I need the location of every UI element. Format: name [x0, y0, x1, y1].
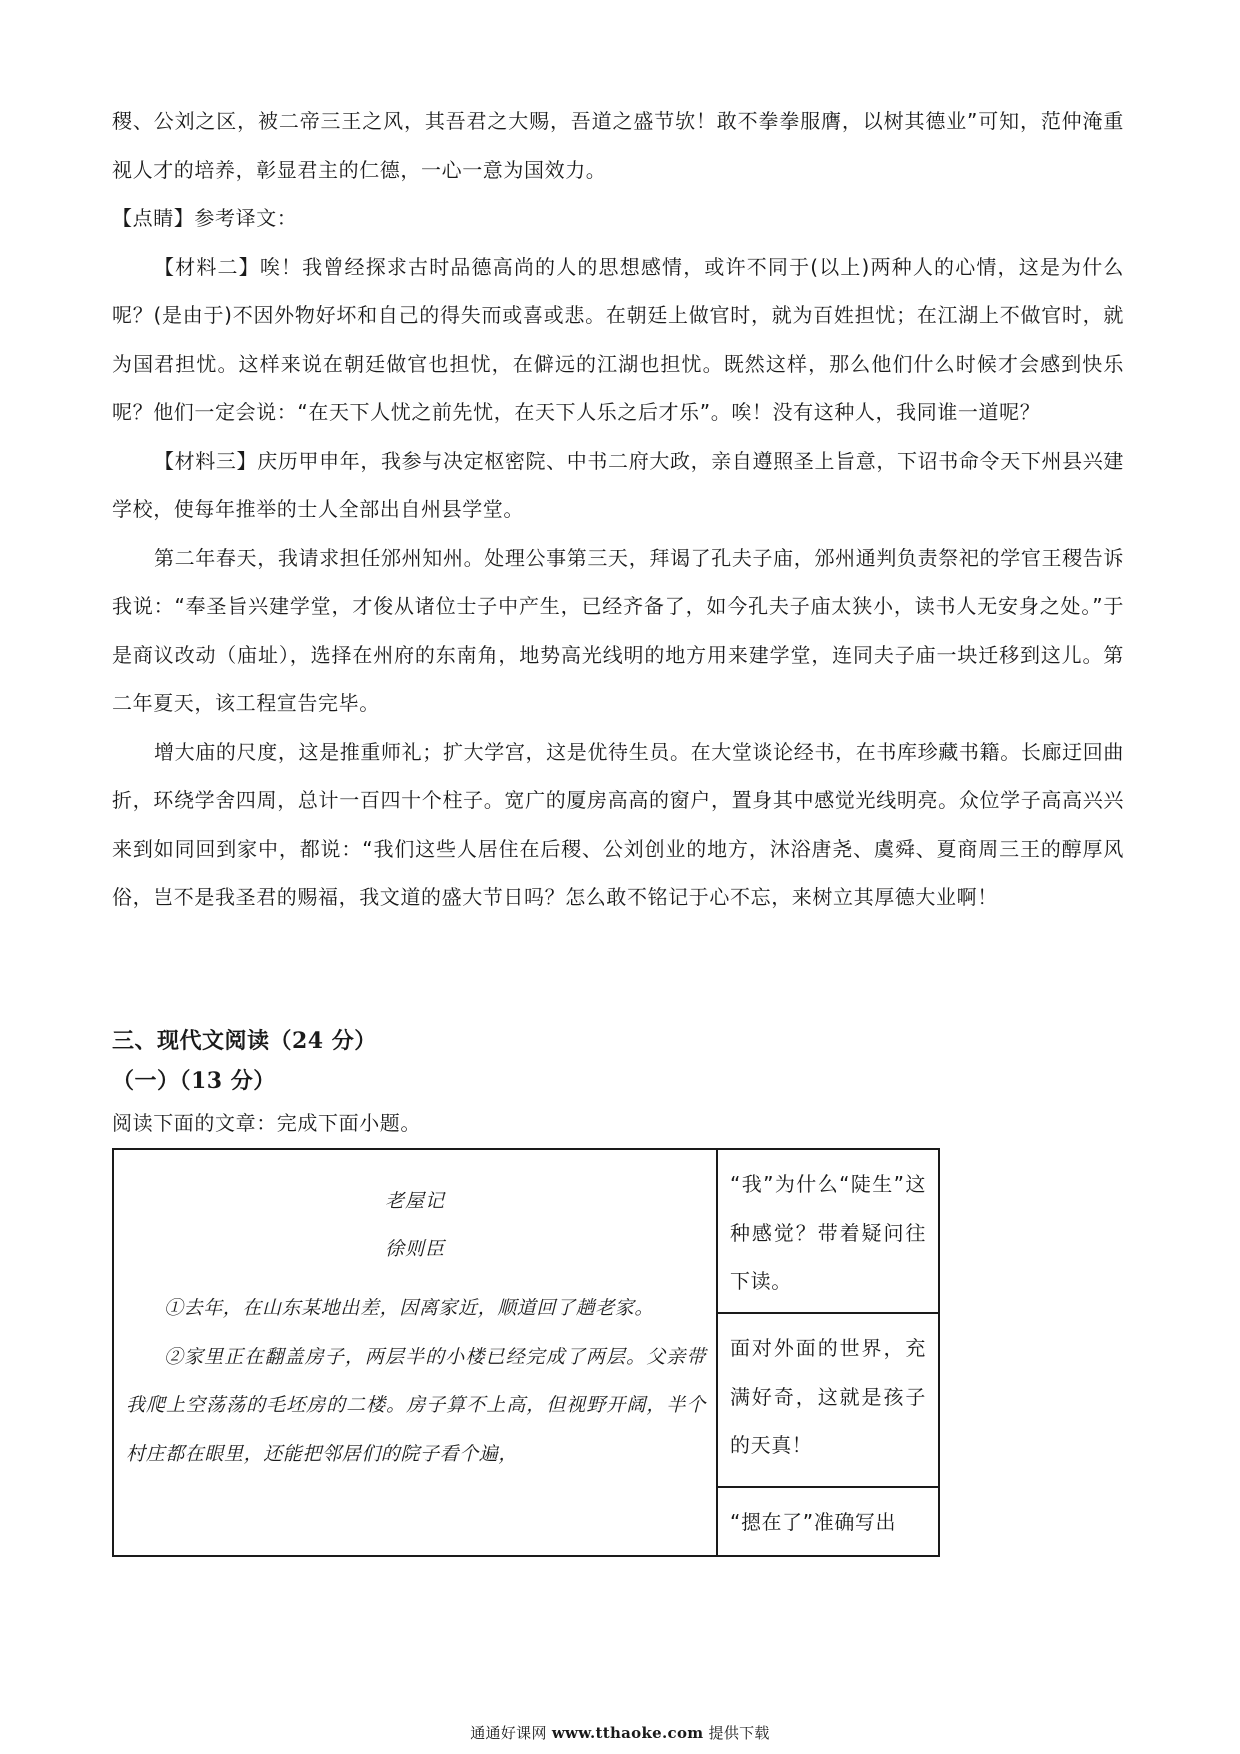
- subsection-heading: （一）（13 分）: [112, 1068, 276, 1094]
- footer-url: www.tthaoke.com: [551, 1724, 704, 1742]
- annotation-note-3: “摁在了”准确写出: [730, 1510, 897, 1534]
- material-two-paragraph: 【材料二】唉！我曾经探求古时品德高尚的人的思想感情，或许不同于(以上)两种人的心情，这是为什么呢？(是由于)不因外物好坏和自己的得失而或喜或悲。在朝廷上做官时，就为百姓担忧；在江湖上不做官时，就为国君担忧。这样来说在朝廷做官也担忧，在僻远的江湖也担忧。既然这样，那么他们什么时候才会感到快乐呢？他们一定会说：“在天下人忧之前先忧，在天下人乐之后才乐”。唉！没有这种人，我同谁一道呢？: [112, 254, 1124, 424]
- second-year-paragraph: 第二年春天，我请求担任邠州知州。处理公事第三天，拜谒了孔夫子庙，邠州通判负责祭祀的学官王稷告诉我说：“奉圣旨兴建学堂，才俊从诸位士子中产生，已经齐备了，如今孔夫子庙太狭小，读书人无安身之处。”于是商议改动（庙址），选择在州府的东南角，地势高光线明的地方用来建学堂，连同夫子庙一块迁移到这儿。第二年夏天，该工程宣告完毕。: [112, 545, 1124, 715]
- continuation-paragraph: 稷、公刘之区，被二帝三王之风，其吾君之大赐，吾道之盛节欤！敢不拳拳服膺，以树其德业”可知，范仲淹重视人才的培养，彰显君主的仁德，一心一意为国效力。: [112, 109, 1124, 182]
- annotation-column: [718, 1150, 938, 1555]
- annotation-note-2: 面对外面的世界，充满好奇，这就是孩子的天真！: [718, 1314, 938, 1488]
- temple-expansion-paragraph: 增大庙的尺度，这是推重师礼；扩大学宫，这是优待生员。在大堂谈论经书，在书库珍藏书籍。长廊迂回曲折，环绕学舍四周，总计一百四十个柱子。宽广的厦房高高的窗户，置身其中感觉光线明亮。众位学子高高兴兴来到如同回到家中，都说：“我们这些人居住在后稷、公刘创业的地方，沐浴唐尧、虞舜、夏商周三王的醇厚风俗，岂不是我圣君的赐福，我文道的盛大节日吗？怎么敢不铭记于心不忘，来树立其厚德大业啊！: [112, 739, 1124, 909]
- reading-instruction: 阅读下面的文章：完成下面小题。: [112, 1111, 421, 1135]
- passage-paragraph-1: ①去年，在山东某地出差，因离家近，顺道回了趟老家。: [164, 1297, 655, 1319]
- passage-paragraph-2: ②家里正在翻盖房子，两层半的小楼已经完成了两层。父亲带我爬上空荡荡的毛坯房的二楼。房子算不上高，但视野开阔，半个村庄都在眼里，还能把邻居们的院子看个遍，: [126, 1345, 706, 1465]
- passage-title: 老屋记: [384, 1190, 445, 1212]
- passage-author: 徐则臣: [384, 1238, 445, 1260]
- footer-suffix: 提供下载: [708, 1724, 770, 1742]
- note-heading: 【点睛】参考译文：: [112, 206, 298, 230]
- page-footer: [0, 1722, 1240, 1744]
- footer-site-name: 通通好课网: [470, 1724, 547, 1742]
- reading-passage-table: [112, 1148, 940, 1557]
- material-three-paragraph: 【材料三】庆历甲申年，我参与决定枢密院、中书二府大政，亲自遵照圣上旨意，下诏书命令天下州县兴建学校，使每年推举的士人全部出自州县学堂。: [112, 448, 1124, 521]
- translation-text-block: [112, 97, 1124, 922]
- passage-column: [114, 1150, 718, 1555]
- section-heading: 三、现代文阅读（24 分）: [112, 1028, 377, 1054]
- passage-body: [126, 1284, 706, 1478]
- annotation-note-1: “我”为什么“陡生”这种感觉？带着疑问往下读。: [718, 1150, 938, 1314]
